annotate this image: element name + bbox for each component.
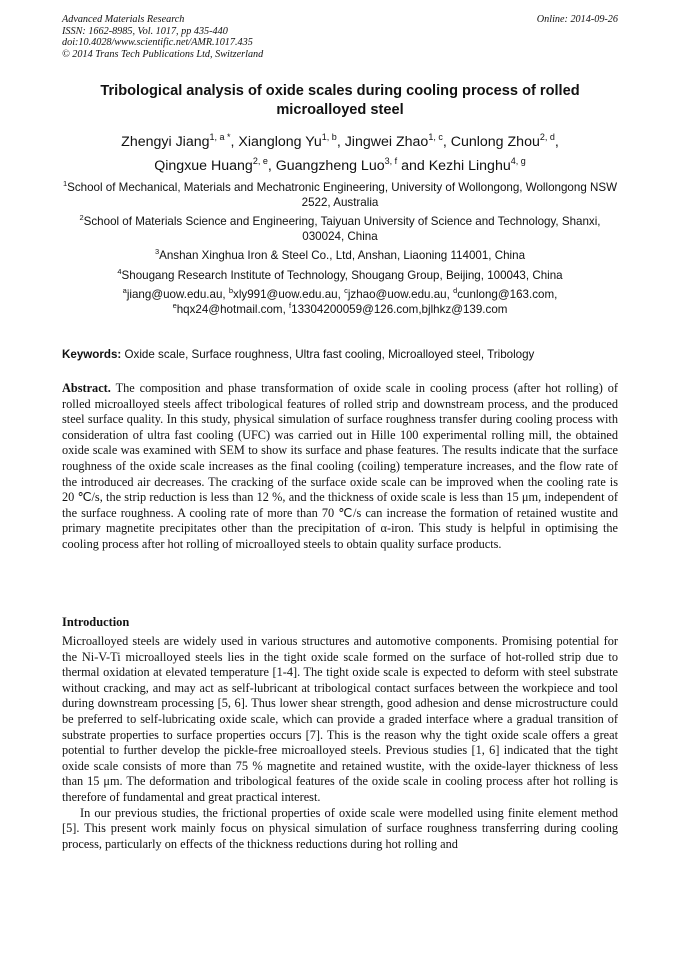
author-name: Guangzheng Luo xyxy=(275,158,385,174)
author-name: Jingwei Zhao xyxy=(344,134,429,150)
email-list xyxy=(62,288,618,317)
intro-paragraph: Microalloyed steels are widely used in various structures and automotive components. Promising potential for the Ni-V-Ti microalloyed steels lies in the tight oxide scale formed on the surface of hot-rolled strip due to thermal oxidation at elevated temperature [1-4]. The tight oxide scale is expected to deform with steel substrate without cracking, and may act as self-lubricant at tribological contact surfaces between the workpiece and tool during downstream processing [5, 6]. Thus lower shear strength, good adhesion and dense microstructure could be preferred to self-lubricating oxide scale, which can provide a graded interface where a gradual transition of substrate properties to surface properties occurs [7]. This is the reason why the tight oxide scale offers a great potential to further develop the pickle-free microalloyed steels. Previous studies [1, 6] indicated that the tight oxide scale consists of more than 75 % magnetite and retained wustite, with the oxide-layer thickness of less than 15 μm. The deformation and tribological features of the oxide scale in cooling process after hot rolling is therefore of fundamental and great practical interest. xyxy=(62,634,618,804)
affiliation-text: School of Materials Science and Engineering, Taiyuan University of Science and Technology, Shanxi, 030024, China xyxy=(83,215,601,243)
author-affil-mark: 2, d xyxy=(539,132,555,142)
author-name: Qingxue Huang xyxy=(154,158,253,174)
journal-name: Advanced Materials Research xyxy=(62,14,185,25)
journal-header xyxy=(62,14,618,60)
affiliation-number: 3 xyxy=(154,247,160,256)
email-separator: , xyxy=(446,288,454,301)
affiliation-text: School of Mechanical, Materials and Mechatronic Engineering, University of Wollongong, Wollongong NSW 2522, Australia xyxy=(67,181,618,209)
affiliation-text: Shougang Research Institute of Technology, Shougang Group, Beijing, 100043, China xyxy=(121,268,563,282)
email-mark: e xyxy=(172,300,177,310)
issn-line: ISSN: 1662-8985, Vol. 1017, pp 435-440 xyxy=(62,25,228,37)
affiliation xyxy=(62,181,618,210)
affiliation-number: 1 xyxy=(62,179,68,188)
author-separator: and xyxy=(397,158,429,174)
email-mark: d xyxy=(453,286,458,295)
affiliation xyxy=(62,249,618,264)
author-name: Xianglong Yu xyxy=(238,134,322,150)
email-address[interactable]: 13304200059@126.com xyxy=(291,302,419,316)
email-mark: c xyxy=(344,286,348,295)
affiliation xyxy=(62,266,618,284)
abstract-text: The composition and phase transformation of oxide scale in cooling process (after hot rolling) of rolled microalloyed steels affect tribological features of rolled strip and downstream process, and the produced steel surface quality. In this study, physical simulation of surface roughness transfer during cooling process with consideration of ultra fast cooling (UFC) was carried out in Hille 100 experimental rolling mill, the obtained oxide scale was examined with SEM to show its surface and phase features. The results indicate that the surface roughness of the oxide scale increases as the final cooling (coiling) temperature increases, and the flow rate of the introduced air decreases. The cracking of the surface oxide scale can be improved when the cooling rate is 20 ℃/s, the strip reduction is less than 12 %, and the thickness of oxide scale is less than 15 μm, independent of the surface roughness. A cooling rate of more than 70 ℃/s can increase the formation of retained wustite and primary magnetite precipitates other than the precipitation of α-iron. This study is helpful in optimising the cooling process after hot rolling of microalloyed steels to obtain quality surface products. xyxy=(62,381,619,551)
section-heading-introduction: Introduction xyxy=(62,615,130,629)
email-address[interactable]: jiang@uow.edu.au xyxy=(126,288,223,301)
abstract xyxy=(62,381,618,553)
email-separator: , xyxy=(337,288,345,301)
keywords xyxy=(62,347,618,362)
email-address[interactable]: hqx24@hotmail.com xyxy=(176,302,283,316)
email-address[interactable]: jzhao@uow.edu.au xyxy=(347,288,447,301)
email-separator: , xyxy=(418,302,422,316)
author-separator: , xyxy=(267,158,276,174)
email-separator: , xyxy=(282,302,290,316)
author-separator: , xyxy=(554,134,559,150)
author-affil-mark: 1, b xyxy=(321,132,337,142)
online-date: Online: 2014-09-26 xyxy=(536,14,618,25)
author-name: Zhengyi Jiang xyxy=(121,134,210,150)
copyright-line: © 2014 Trans Tech Publications Ltd, Switzerland xyxy=(62,48,264,60)
author-affil-mark: 1, a * xyxy=(209,132,231,142)
author-affil-mark: 2, e xyxy=(252,156,268,166)
introduction-body xyxy=(62,634,618,852)
email-address[interactable]: cunlong@163.com xyxy=(457,288,555,301)
abstract-label: Abstract. xyxy=(62,381,111,395)
affiliation-number: 2 xyxy=(79,213,84,222)
email-separator: , xyxy=(554,288,558,301)
author-separator: , xyxy=(336,134,345,150)
affiliation-number: 4 xyxy=(117,266,122,276)
author-affil-mark: 1, c xyxy=(428,132,443,142)
email-mark: f xyxy=(289,300,292,310)
author-affil-mark: 4, g xyxy=(510,156,526,166)
email-address[interactable]: xly991@uow.edu.au xyxy=(233,288,338,301)
doi-line[interactable]: doi:10.4028/www.scientific.net/AMR.1017.435 xyxy=(62,37,253,49)
author-separator: , xyxy=(230,134,239,150)
author-list xyxy=(62,130,618,178)
affiliation xyxy=(62,215,618,244)
author-name: Cunlong Zhou xyxy=(450,134,540,150)
affiliations xyxy=(62,181,618,317)
email-mark: b xyxy=(228,286,234,295)
keywords-label: Keywords: xyxy=(62,348,122,361)
affiliation-text: Anshan Xinghua Iron & Steel Co., Ltd, Anshan, Liaoning 114001, China xyxy=(159,249,526,262)
keywords-text: Oxide scale, Surface roughness, Ultra fast cooling, Microalloyed steel, Tribology xyxy=(124,348,535,361)
author-separator: , xyxy=(442,134,451,150)
intro-paragraph: In our previous studies, the frictional properties of oxide scale were modelled using finite element method [5]. This present work mainly focus on physical simulation of surface roughness transferring during cooling process, particularly on effects of the thickness reductions during hot rolling and xyxy=(62,805,618,851)
email-mark: a xyxy=(122,286,127,295)
author-affil-mark: 3, f xyxy=(384,156,398,166)
author-name: Kezhi Linghu xyxy=(428,158,511,174)
paper-title: Tribological analysis of oxide scales during cooling process of rolled microalloyed steel xyxy=(100,83,580,118)
email-separator: , xyxy=(222,288,229,301)
email-address[interactable]: bjlhkz@139.com xyxy=(421,302,508,316)
